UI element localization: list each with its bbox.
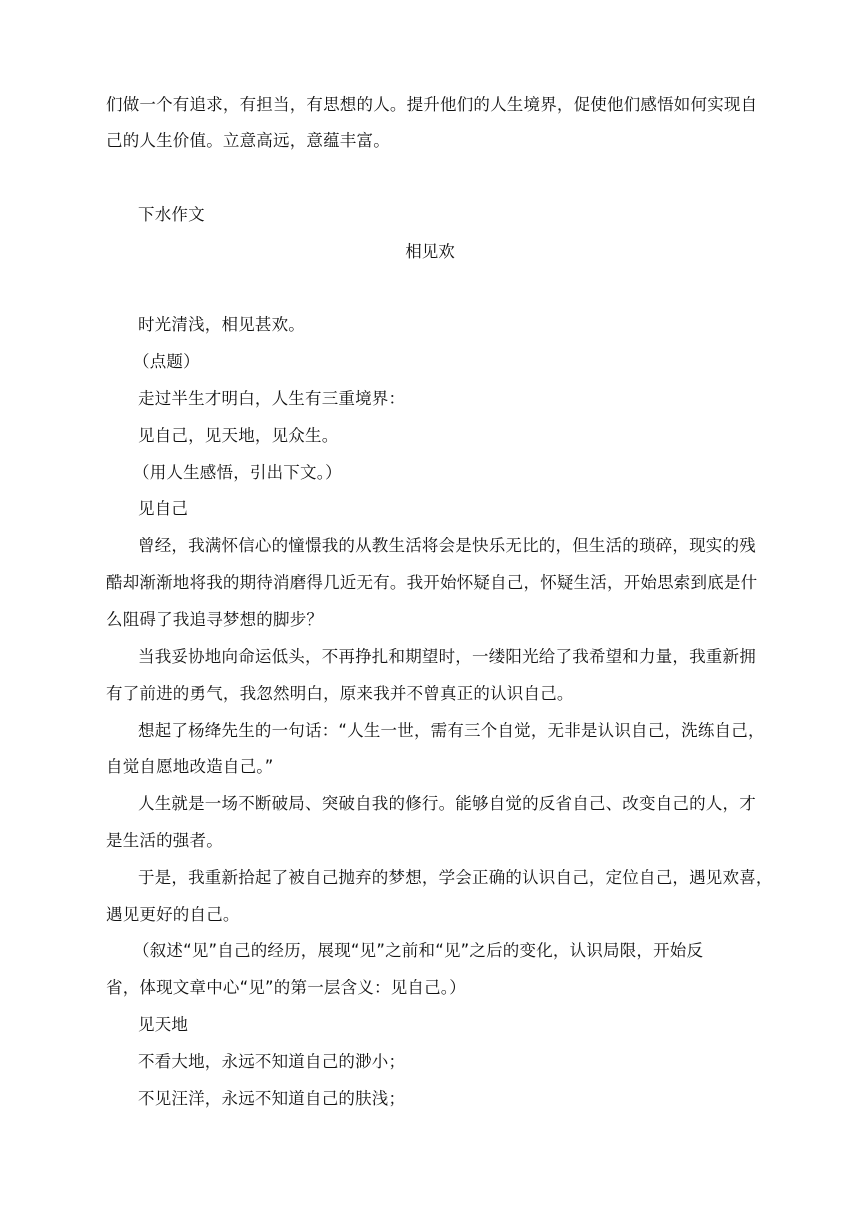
paragraph-line: 不见汪洋，永远不知道自己的肤浅；	[138, 1089, 406, 1108]
paragraph-line: 们做一个有追求，有担当，有思想的人。提升他们的人生境界，促使他们感悟如何实现自	[106, 95, 758, 114]
section-heading: 见天地	[138, 1015, 189, 1034]
paragraph-line: 时光清浅，相见甚欢。	[138, 315, 305, 334]
paragraph-line: 自觉自愿地改造自己。”	[106, 757, 274, 776]
paragraph-line: 走过半生才明白，人生有三重境界：	[138, 389, 406, 408]
paragraph-line: 遇见更好的自己。	[106, 905, 240, 924]
paragraph-line: 想起了杨绛先生的一句话：“人生一世，需有三个自觉，无非是认识自己，洗练自己，	[138, 721, 765, 740]
paragraph-line: 当我妥协地向命运低头，不再挣扎和期望时，一缕阳光给了我希望和力量，我重新拥	[138, 647, 756, 666]
paragraph-line: 己的人生价值。立意高远，意蕴丰富。	[106, 131, 390, 150]
section-label: 下水作文	[138, 205, 205, 224]
section-heading: 见自己	[138, 499, 189, 518]
paragraph-line: 不看大地，永远不知道自己的渺小；	[138, 1052, 406, 1071]
paragraph-line: 见自己，见天地，见众生。	[138, 426, 339, 445]
paragraph-line: 酷却渐渐地将我的期待消磨得几近无有。我开始怀疑自己，怀疑生活，开始思索到底是什	[106, 573, 758, 592]
paragraph-line: 么阻碍了我追寻梦想的脚步？	[106, 610, 324, 629]
essay-title: 相见欢	[405, 242, 455, 261]
annotation-line: 省，体现文章中心“见”的第一层含义：见自己。）	[106, 978, 466, 997]
annotation-line: （叙述“见”自己的经历，展现“见”之前和“见”之后的变化，认识局限，开始反	[133, 941, 704, 960]
paragraph-line: 人生就是一场不断破局、突破自我的修行。能够自觉的反省自己、改变自己的人，才	[138, 794, 756, 813]
paragraph-line: 是生活的强者。	[106, 831, 223, 850]
annotation-line: （用人生感悟，引出下文。）	[133, 463, 342, 482]
paragraph-line: 于是，我重新拾起了被自己抛弃的梦想，学会正确的认识自己，定位自己，遇见欢喜，	[138, 868, 773, 887]
paragraph-line: 有了前进的勇气，我忽然明白，原来我并不曾真正的认识自己。	[106, 684, 574, 703]
paragraph-line: 曾经，我满怀信心的憧憬我的从教生活将会是快乐无比的，但生活的琐碎，现实的残	[138, 536, 756, 555]
annotation-line: （点题）	[133, 352, 200, 371]
